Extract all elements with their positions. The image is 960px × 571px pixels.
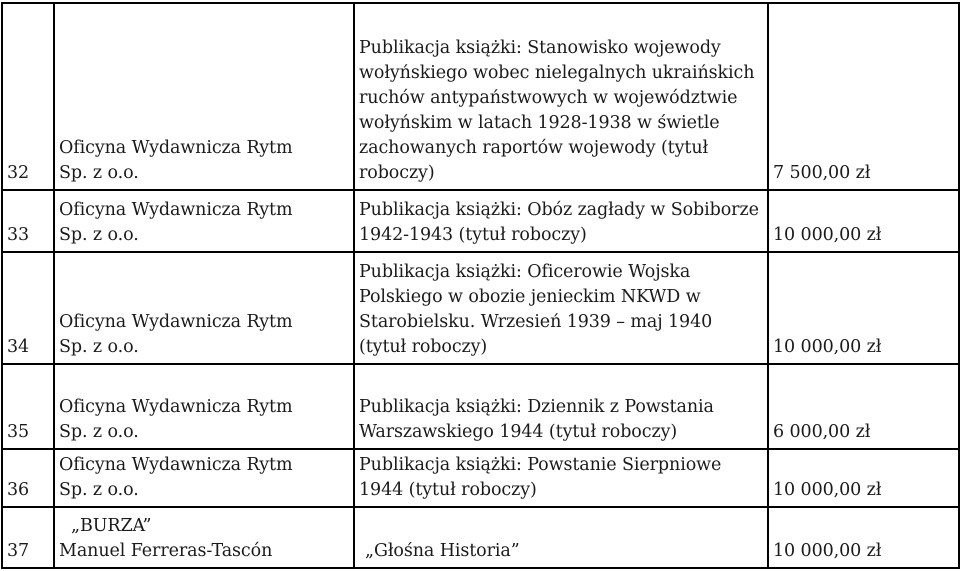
publisher-company-form: Manuel Ferreras-Tascón bbox=[59, 541, 273, 561]
publisher-name: Oficyna Wydawnicza Rytm bbox=[59, 200, 293, 220]
publisher-cell bbox=[54, 252, 354, 364]
row-number: 35 bbox=[2, 364, 54, 449]
publisher-name: „BURZA” bbox=[71, 516, 152, 536]
grant-amount: 10 000,00 zł bbox=[768, 449, 959, 507]
grant-amount: 6 000,00 zł bbox=[768, 364, 959, 449]
publication-title: Publikacja książki: Powstanie Sierpniowe 1944 (tytuł roboczy) bbox=[354, 449, 768, 507]
row-number: 33 bbox=[2, 190, 54, 252]
grant-amount: 7 500,00 zł bbox=[768, 3, 959, 190]
publisher-company-form: Sp. z o.o. bbox=[59, 480, 139, 500]
publisher-cell bbox=[54, 449, 354, 507]
row-number: 32 bbox=[2, 3, 54, 190]
publisher-company-form: Sp. z o.o. bbox=[59, 337, 139, 357]
publisher-cell bbox=[54, 190, 354, 252]
row-number: 37 bbox=[2, 507, 54, 568]
publication-title: Publikacja książki: Oficerowie Wojska Polskiego w obozie jenieckim NKWD w Starobielsku. Wrzesień 1939 – maj 1940 (tytuł roboczy) bbox=[354, 252, 768, 364]
grants-table bbox=[1, 2, 960, 569]
publisher-name: Oficyna Wydawnicza Rytm bbox=[59, 138, 293, 158]
row-number: 34 bbox=[2, 252, 54, 364]
publisher-company-form: Sp. z o.o. bbox=[59, 163, 139, 183]
table-row bbox=[2, 190, 959, 252]
grant-amount: 10 000,00 zł bbox=[768, 190, 959, 252]
publisher-name: Oficyna Wydawnicza Rytm bbox=[59, 397, 293, 417]
publisher-company-form: Sp. z o.o. bbox=[59, 422, 139, 442]
publisher-cell bbox=[54, 3, 354, 190]
publisher-cell bbox=[54, 507, 354, 568]
publisher-company-form: Sp. z o.o. bbox=[59, 225, 139, 245]
grant-amount: 10 000,00 zł bbox=[768, 507, 959, 568]
table-row bbox=[2, 364, 959, 449]
publication-title: „Głośna Historia” bbox=[354, 507, 768, 568]
table-row bbox=[2, 252, 959, 364]
publisher-name: Oficyna Wydawnicza Rytm bbox=[59, 455, 293, 475]
publication-title: Publikacja książki: Obóz zagłady w Sobiborze 1942-1943 (tytuł roboczy) bbox=[354, 190, 768, 252]
publication-title: Publikacja książki: Dziennik z Powstania Warszawskiego 1944 (tytuł roboczy) bbox=[354, 364, 768, 449]
publication-title: Publikacja książki: Stanowisko wojewody wołyńskiego wobec nielegalnych ukraińskich ruchów antypaństwowych w województwie wołyńskim w latach 1928-1938 w świetle zachowanych raportów wojewody (tytuł roboczy) bbox=[354, 3, 768, 190]
table-row bbox=[2, 449, 959, 507]
grant-amount: 10 000,00 zł bbox=[768, 252, 959, 364]
table-row bbox=[2, 3, 959, 190]
publisher-name: Oficyna Wydawnicza Rytm bbox=[59, 312, 293, 332]
publisher-cell bbox=[54, 364, 354, 449]
table-row bbox=[2, 507, 959, 568]
row-number: 36 bbox=[2, 449, 54, 507]
